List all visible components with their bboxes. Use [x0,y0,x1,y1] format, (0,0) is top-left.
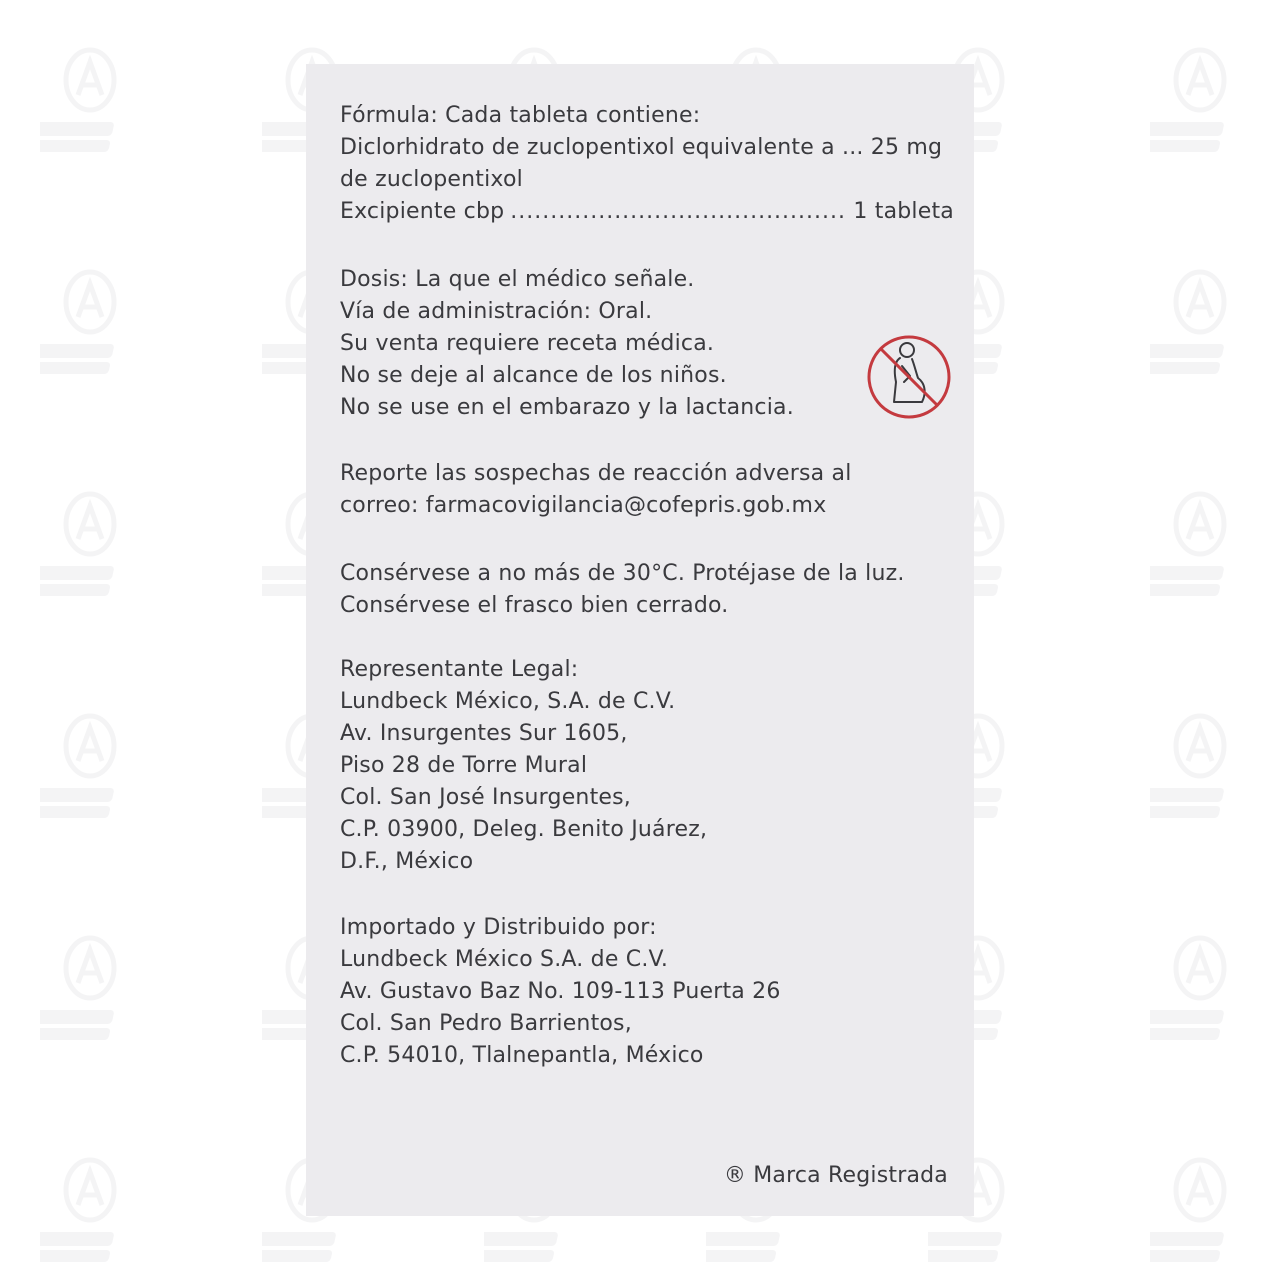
importer-line: Col. San Pedro Barrientos, [340,1011,632,1036]
formula-ingredient-cont: de zuclopentixol [340,167,523,192]
watermark-logo [40,40,140,160]
dosage-line: No se use en el embarazo y la lactancia. [340,395,794,420]
dosage-section [340,264,954,424]
watermark-logo [1150,262,1250,382]
dosage-line: Vía de administración: Oral. [340,299,653,324]
formula-section [340,100,954,228]
watermark-logo [40,262,140,382]
storage-section [340,558,954,622]
formula-excipient [340,196,954,228]
formula-heading: Fórmula: Cada tableta contiene: [340,103,701,128]
watermark-logo [1150,928,1250,1048]
watermark-logo [40,484,140,604]
watermark-logo [1150,484,1250,604]
watermark-logo [40,706,140,826]
dot-leader [510,196,847,228]
trademark-note [724,1160,948,1192]
storage-line: Consérvese a no más de 30°C. Protéjase de la luz. [340,561,905,586]
importer-section [340,912,954,1072]
watermark-logo [1150,40,1250,160]
excipient-value: 1 tableta [853,199,954,224]
legal-rep-line: C.P. 03900, Deleg. Benito Juárez, [340,817,708,842]
report-line: Reporte las sospechas de reacción adversa al [340,461,852,486]
legal-rep-line: Piso 28 de Torre Mural [340,753,588,778]
watermark-logo [1150,706,1250,826]
no-pregnancy-icon [864,332,954,422]
importer-line: Lundbeck México S.A. de C.V. [340,947,669,972]
importer-line: Importado y Distribuido por: [340,915,657,940]
legal-rep-line: D.F., México [340,849,474,874]
package-label [306,64,974,1216]
watermark-logo [40,1150,140,1270]
watermark-logo [1150,1150,1250,1270]
watermark-logo [40,928,140,1048]
dosage-line: No se deje al alcance de los niños. [340,363,727,388]
legal-rep-line: Col. San José Insurgentes, [340,785,631,810]
dosage-line: Su venta requiere receta médica. [340,331,715,356]
report-email: correo: farmacovigilancia@cofepris.gob.mx [340,493,827,518]
adverse-reaction-section [340,458,954,522]
importer-line: Av. Gustavo Baz No. 109-113 Puerta 26 [340,979,781,1004]
dosage-line: Dosis: La que el médico señale. [340,267,695,292]
legal-rep-line: Lundbeck México, S.A. de C.V. [340,689,676,714]
trademark-text: ® Marca Registrada [723,1163,948,1188]
legal-rep-line: Representante Legal: [340,657,579,682]
excipient-label: Excipiente cbp [340,199,505,224]
storage-line: Consérvese el frasco bien cerrado. [340,593,729,618]
formula-ingredient: Diclorhidrato de zuclopentixol equivalente a ... 25 mg [340,135,943,160]
legal-representative-section [340,654,954,878]
legal-rep-line: Av. Insurgentes Sur 1605, [340,721,628,746]
importer-line: C.P. 54010, Tlalnepantla, México [340,1043,704,1068]
